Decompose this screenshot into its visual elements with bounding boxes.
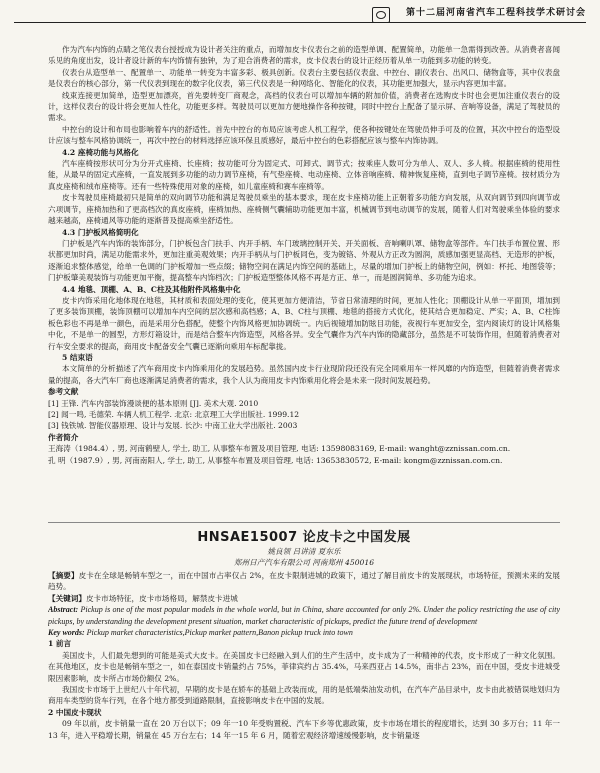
section-heading: 4.3 门护板风格简明化 [62,227,139,237]
keywords-en-label: Key words: [48,628,85,638]
references-heading: 参考文献 [48,387,79,397]
reference-item: [3] 钱铁城. 智能仪器原理、设计与发展. 长沙: 中南工业大学出版社. 2003 [48,421,298,431]
keywords-en-text: Pickup market characteristics,Pickup market pattern,Banon pickup truck into town [86,628,353,638]
abstract-text: 皮卡在全球是畅销车型之一，而在中国市占率仅占 2%，在皮卡限制进城的政策下，通过了解目前皮卡的发展现状，市场特征，预测未来的发展趋势。 [48,571,560,592]
body-paragraph: 我国皮卡市场于上世纪八十年代初，早期的皮卡是在轿车的基础上改装而成，用的是低端柴油发动机，在汽车产品目录中，皮卡由此被错误地划归为商用车类型的货车行列，在各个地方都受到道路限制，直接影响皮卡在中国的发展。 [48,685,560,706]
body-paragraph: 线束连接更加简单，造型更加漂亮，首先要转变厂商观念，高档的仪表台可以增加车辆的附加价值，消费者在选购皮卡时也会更加注重仪表台的设计，这样仪表台的设计将会更加人性化，功能更多样。驾驶员可以更加方便地操作各种按键，同时中控台上配备了显示屏、音响等设备，满足了驾驶员的需求。 [48,90,560,123]
section-heading: 5 结束语 [62,352,93,362]
abstract-en [48,604,560,627]
abstract-cn [48,570,560,593]
new-article-body [48,570,560,770]
article-title: HNSAE15007 论皮卡之中国发展 [197,530,411,545]
article-authors: 姚良领 吕讲清 夏东乐 [267,547,341,556]
conference-logo-icon [372,7,390,23]
section-heading: 1 前言 [48,639,72,649]
article-continuation [48,44,560,520]
abstract-label: 【摘要】 [48,571,79,580]
section-heading: 4.2 座椅功能与风格化 [62,147,139,157]
body-paragraph: 美国皮卡，人们最先想到的可能是美式大皮卡。在美国皮卡已经融入到人们的生产生活中，皮卡成为了一种精神的代表，皮卡形成了一种文化氛围。在其他地区，皮卡也是畅销车型之一，如在泰国皮卡销量约占 75%，菲律宾约占 35.4%，马来西亚占 14.5%，南非占 23%，而在中国，受皮卡进城受限因素影响，皮卡所占市场份额仅 2%。 [48,650,560,683]
keywords-en [48,627,560,638]
conference-name: 第十二届河南省汽车工程科技学术研讨会 [405,8,586,18]
body-paragraph: 皮卡内饰采用化地体现在地毯，其材质和表面处理的变化，使其更加方便清洁，节省日常清理的时间，更加人性化；顶棚设计从单一平面顶，增加到了更多装饰顶棚，装饰顶棚可以增加车内空间的层次感和高档感；A、B、C柱与顶棚、地毯的搭接方式优化，使其结合更加稳定、严实；A、B、C柱饰板色彩也不再是单一颜色，而是采用分色搭配，使整个内饰风格更加协调统一。内后视镜增加防眩目功能，夜视行车更加安全，室内阅读灯的设计风格集中化，不是单一的圆型，方形灯箱设计，而是结合整车内饰造型，风格各异。安全气囊作为汽车内饰的隐藏部分，虽然是不可装饰作用，但随着消费者对行车安全要求的提高，商用皮卡配备安全气囊已逐渐向乘用车标配靠拢。 [48,295,560,351]
article-affiliation: 郑州日产汽车有限公司 河南郑州 450016 [233,558,375,567]
body-paragraph: 门护板是汽车内饰的装饰部分，门护板包含门扶手、内开手柄、车门玻璃控制开关、开关面板、音响喇叭罩、储物盒等部件。车门扶手布置位置、形状都更加时尚，满足功能需求外，更加注重美观效果；内开手柄从与门护板同色，变为镀铬、外观从方正改为圆润，质感加强更显高档、无造形的护板，逐渐追求整体感觉，给单一色调的门护板增加一些点缀；储物空间在满足内饰空间的基础上，尽量的增加门护板上的储物空间，例如：杯托、地图袋等；门护板肇美观装饰与功能更加平衡，提高整车内饰档次；门护板造型整体风格不再是方正、单一，而是圆润简单、多功能为追求。 [48,238,560,283]
body-paragraph: 中控台的设计和布局也影响着车内的舒适性。首先中控台的布局应该考虑人机工程学，使各种按键处在驾驶员伸手可及的位置，其次中控台的造型设计应该与整车风格协调统一，再次中控台的材料选择应该环保且质感好，最后中控台的色彩搭配应该与整车内饰协调。 [48,124,560,146]
author-bio-heading: 作者简介 [48,432,79,442]
body-paragraph: 09 年以前，皮卡销量一直在 20 万台以下；09 年一10 年受购置税、汽车下乡等优惠政策，皮卡市场在增长的程度增长，达到 30 多万台；11 年一13 年，进入平稳增长期，销量在 45 万台左右；14 年一15 年 6 月，随着宏观经济增速缓慢影响，皮卡销量逐 [48,719,560,740]
keywords-label: 【关键词】 [48,593,86,603]
abstract-en-label: Abstract: [48,605,79,615]
running-header [14,6,586,23]
body-paragraph: 汽车座椅按形状可分为分开式座椅、长座椅；按功能可分为固定式、可卸式、调节式；按乘座人数可分为单人、双人、多人椅。根据座椅的使用性能，从最早的固定式座椅，一直发展到多功能的动力调节座椅，有气垫座椅、电动座椅、立体音响座椅、精神恢复座椅，直到电子调节座椅。按材质分为真皮座椅和绒布座椅等。还有一些特殊使用对象的座椅，如儿童座椅和赛车座椅等。 [48,159,560,191]
keywords-text: 皮卡市场特征，皮卡市场格局，解禁皮卡进城 [85,593,238,603]
reference-item: [1] 王锋. 汽车内部装饰漫谈便的基本原则 [J]. 美术大观. 2010 [48,398,259,408]
abstract-en-text: Pickup is one of the most popular models in the whole world, but in China, share accounted for only 2%. Under the policy restricting the use of city pickups, by understanding the development present situation, market characteristic of pickups, predict the future trend of development [48,605,560,626]
body-paragraph: 皮卡驾驶员座椅最初只是简单的双向调节功能和满足驾驶员乘坐的基本要求，现在皮卡座椅功能上正朝着多功能方向发展，从双向调节到四向调节或六项调节，座椅加热和了更高档次的真皮座椅，座椅加热、座椅侧气囊辅助功能更加丰富，机械调节到电动调节的发展，随着人们对驾驶乘坐体验的要求越来越高，座椅通风等功能的逐渐普及提高乘坐舒适性。 [48,193,560,226]
author-bio: 王海涛（1984.4）, 男, 河南鹤壁人, 学士, 助工, 从事整车布置及项目管理, 电话: 13598083169, E-mail: wanght@zznissan.com.cn. [48,444,511,454]
section-heading: 2 中国皮卡现状 [48,707,102,717]
author-bio: 孔 明（1987.9）, 男, 河南南阳人, 学士, 助工, 从事整车布置及项目管理, 电话: 13653830572, E-mail: kongm@zznissan.com.cn. [48,455,503,465]
body-paragraph: 作为汽车内饰的点睛之笔仪表台授授成为设计者关注的重点，而增加皮卡仪表台之前的造型单调、配置简单，功能单一急需得到改善。从消费者喜闻乐见的角度出发，设计者设计新的车内饰情有独钟，为了迎合消费者的需求，皮卡仪表台的设计正经历着从单一功能到多功能的转变。 [48,45,560,66]
article-divider [48,522,560,523]
body-paragraph: 仪表台从造型单一、配置单一、功能单一转变为丰富多彩、极具创新。仪表台主要包括仪表盘、中控台、副仪表台、出风口、储物盒等，其中仪表盘是仪表台的核心部分，第一代仪表到现在的数字化仪表，第三代仪表是一种网络化、智能化的仪表，其功能更加强大，显示内容更加丰富。 [48,67,560,89]
section-heading: 4.4 地毯、顶棚、A、B、C柱及其他附件风格集中化 [62,284,241,294]
keywords-cn [48,593,560,604]
body-paragraph: 本文简单的分析描述了汽车商用皮卡内饰乘用化的发展趋势。虽然国内皮卡行业现阶段还没有完全同乘用车一样风靡的内饰造型，但随着消费者需求量的提高，各大汽车厂商也逐渐满足消费者的需求，我个人认为商用皮卡内饰乘用化将会是未来一段时间发展趋势。 [48,364,560,385]
reference-item: [2] 闻一鸣, 毛德荣. 车辆人机工程学. 北京: 北京理工大学出版社. 1999.12 [48,410,300,419]
